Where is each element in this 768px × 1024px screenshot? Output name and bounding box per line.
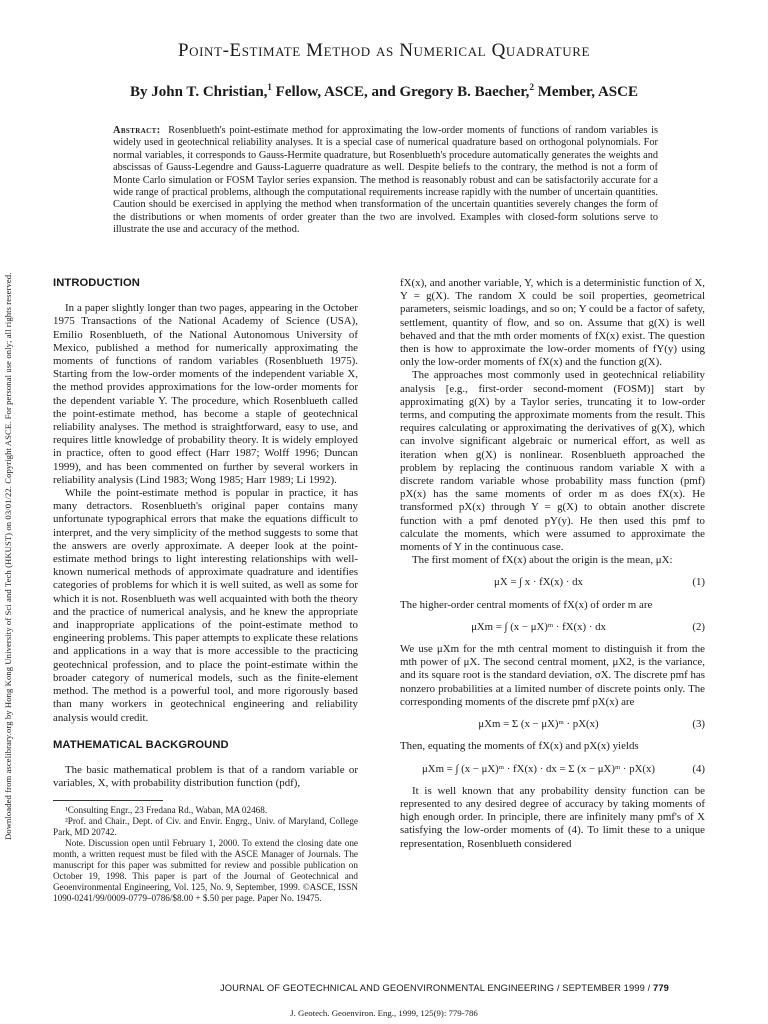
abstract <box>113 125 658 237</box>
paragraph: The first moment of fX(x) about the origin is the mean, μX: <box>412 554 673 567</box>
author-1-footnote-marker: 1 <box>267 82 272 92</box>
paragraph: The basic mathematical problem is that of a random variable or variables, X, with probability distribution function (pdf), <box>53 763 358 790</box>
download-notice-text: Downloaded from ascelibrary.org by Hong Kong University of Sci and Tech (HKUST) on 03/01/22. Copyright ASCE. For personal use only; all rights reserved. <box>3 272 13 840</box>
running-footer <box>220 982 669 993</box>
paragraph: The higher-order central moments of fX(x) of order m are <box>400 598 653 611</box>
paragraph: In a paper slightly longer than two pages, appearing in the October 1975 Transactions of the National Academy of Science (USA), Emilio Rosenblueth, of the National Autonomous University of Mexico, published a method for numerically approximating the moments of functions of random variables (Rosenblueth 1975). Starting from the low-order moments of the independent variable X, the method provides approximations for the low-order moments for the dependent variable Y. The procedure, which Rosenblueth called the point-estimate method, has become a staple of geotechnical reliability analyses. The method is straightforward, easy to use, and requires little knowledge of probability theory. It is widely employed in practice, often to good effect (Harr 1987; Wolff 1996; Duncan 1999), and has been commented on further by several workers in reliability analysis (Lind 1983; Wong 1985; Harr 1989; Li 1992). <box>53 302 358 486</box>
footnote: Note. Discussion open until February 1, 2000. To extend the closing date one month, a written request must be filed with the ASCE Manager of Journals. The manuscript for this paper was submitted for review and possible publication on October 19, 1998. This paper is part of the Journal of Geotechnical and Geoenvironmental Engineering, Vol. 125, No. 9, September, 1999. ©ASCE, ISSN 1090-0241/99/0009-0779–0786/$8.00 + $.50 per page. Paper No. 19475. <box>53 838 358 904</box>
paragraph: Then, equating the moments of fX(x) and pX(x) yields <box>400 740 639 753</box>
author-1: By John T. Christian, <box>130 84 268 100</box>
equation-4 <box>400 763 705 776</box>
abstract-label: Abstract: <box>113 125 161 136</box>
paragraph: While the point-estimate method is popular in practice, it has many detractors. Rosenblueth's original paper contains many unfortunate typographical errors that make the equations difficult to interpret, and the very simplicity of the method suggests to some that the answers are overly approximate. A deeper look at the point-estimate method brings to light interesting relationships with well-known numerical methods of approximate quadrature and identifies categories of problems for which it is well suited, as well as some for which it is not. Rosenblueth was well acquainted with both the theory and the practice of numerical analysis, and he knew the appropriate and inappropriate applications of the point-estimate method to engineering problems. This paper attempts to explicate these relations and applications in a way that is more accessible to the practicing geotechnical profession, and to place the point-estimate within the broader category of numerical models, such as the finite-element method. The method is a powerful tool, and more rigorously based than many workers in geotechnical engineering and reliability analysis would credit. <box>53 487 358 724</box>
footnote: ²Prof. and Chair., Dept. of Civ. and Envir. Engrg., Univ. of Maryland, College Park, MD 20742. <box>53 816 358 838</box>
paragraph: It is well known that any probability density function can be represented to any desired degree of accuracy by taking moments of high enough order. In principle, there are infinitely many pmf's of X satisfying the low-order moments of (4). To limit these to a unique representation, Rosenblueth considered <box>400 784 705 850</box>
paper-title: Point-Estimate Method as Numerical Quadrature <box>177 40 591 61</box>
section-heading-mathematical-background: MATHEMATICAL BACKGROUND <box>53 738 229 751</box>
abstract-text: Rosenblueth's point-estimate method for approximating the low-order moments of functions of random variables is widely used in geotechnical reliability analyses. It is a special case of numerical quadrature based on orthogonal polynomials. For normal variables, it corresponds to Gauss-Hermite quadrature, but Rosenblueth's procedure automatically generates the weights and abscissas of Gauss-Legendre and Gauss-Laguerre quadrature as well. Despite beliefs to the contrary, the method is not a form of Monte Carlo simulation or FOSM Taylor series expansion. The method is reasonably robust and can be satisfactorily accurate for a wide range of practical problems, although the computational requirements increase rapidly with the number of uncertain quantities. Caution should be exercised in applying the method when transformation of the uncertain quantities severely changes the form of the distributions or when moments of order greater than the two are involved. Examples with closed-form solutions serve to illustrate the use and accuracy of the method. <box>113 125 658 236</box>
equation-body: μXm = ∫ (x − μX)ᵐ · fX(x) · dx = Σ (x − μX)ᵐ · pX(x) <box>421 762 656 775</box>
left-column <box>53 277 358 904</box>
journal-footer-text: JOURNAL OF GEOTECHNICAL AND GEOENVIRONMENTAL ENGINEERING / SEPTEMBER 1999 / <box>220 982 654 993</box>
equation-1 <box>400 576 705 589</box>
author-2: Fellow, ASCE, and Gregory B. Baecher, <box>271 84 530 100</box>
paragraph: We use μXm for the mth central moment to distinguish it from the mth power of μX. The second central moment, μX2, is the variance, and its square root is the standard deviation, σX. The discrete pmf has nonzero probabilities at a limited number of discrete points only. The corresponding moments of the discrete pmf pX(x) are <box>400 643 705 708</box>
page-number: 779 <box>653 982 669 993</box>
equation-number: (4) <box>692 762 705 775</box>
author-affiliation: Member, ASCE <box>533 84 638 100</box>
right-column <box>400 277 705 851</box>
footnote-divider <box>53 800 163 801</box>
equation-number: (1) <box>692 576 705 589</box>
equation-body: μXm = ∫ (x − μX)ᵐ · fX(x) · dx <box>471 620 606 633</box>
paragraph: fX(x), and another variable, Y, which is a deterministic function of X, Y = g(X). The random X could be soil properties, geometrical parameters, seismic loadings, and so on; Y could be a factor of safety, settlement, quantity of flow, and so on. Assume that g(X) is well behaved and that the mth order moments of fX(x) exist. The question then is how to approximate the low-order moments of fY(y) using only the low-order moments of fX(x) and the function g(X). <box>400 277 705 369</box>
paragraph: The approaches most commonly used in geotechnical reliability analysis [e.g., first-order second-moment (FOSM)] start by approximating g(X) by a Taylor series, truncating it to low-order terms, and computing the approximate moments from the result. This requires calculating or approximating the derivatives of g(X), which can involve significant algebraic or numerical effort, as well as iteration when g(X) is nonlinear. Rosenblueth approached the problem by replacing the continuous random variable X with a discrete random variable whose probability mass function (pmf) pX(x) has the same moments of order m as does fX(x). He transformed pX(x) through Y = g(X) to obtain another discrete function with a pmf denoted pY(y). He then used this pmf to calculate the moments, which were assumed to approximate the moments of Y in the continuous case. <box>400 369 705 554</box>
author-2-footnote-marker: 2 <box>529 82 534 92</box>
equation-body: μXm = Σ (x − μX)ᵐ · pX(x) <box>478 718 599 731</box>
author-line <box>0 82 768 101</box>
equation-body: μX = ∫ x · fX(x) · dx <box>494 576 583 589</box>
footnote: ¹Consulting Engr., 23 Fredana Rd., Waban, MA 02468. <box>65 805 268 816</box>
citation-line: J. Geotech. Geoenviron. Eng., 1999, 125(9): 779-786 <box>290 1008 478 1018</box>
equation-number: (2) <box>692 620 705 633</box>
section-heading-introduction: INTRODUCTION <box>53 277 140 289</box>
equation-2 <box>400 621 705 634</box>
equation-3 <box>400 718 705 731</box>
download-notice <box>2 180 14 840</box>
equation-number: (3) <box>692 718 705 731</box>
